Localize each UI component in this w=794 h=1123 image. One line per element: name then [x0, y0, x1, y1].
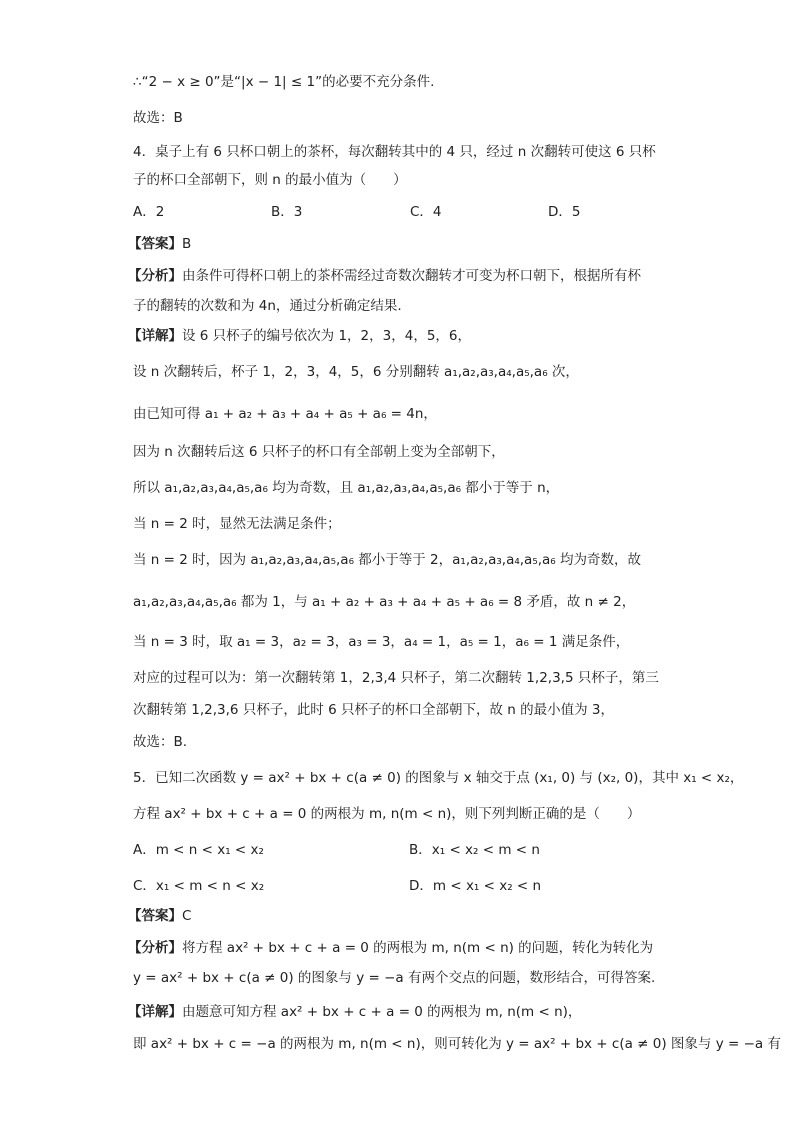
text-line: 由已知可得 a₁ + a₂ + a₃ + a₄ + a₅ + a₆ = 4n， [133, 406, 437, 422]
detail-text: 由题意可知方程 ax² + bx + c + a = 0 的两根为 m, n(m < n)， [182, 1004, 582, 1020]
answer-line [128, 906, 191, 926]
analysis-text: 将方程 ax² + bx + c + a = 0 的两根为 m, n(m < n) 的问题，转化为转化为 [182, 940, 654, 956]
option-b: B．x₁ < x₂ < m < n [409, 842, 540, 858]
option-d: D．5 [548, 204, 581, 220]
answer-tag: 【答案】 [128, 908, 182, 924]
analysis-tag: 【分析】 [128, 940, 182, 956]
text-line: 当 n = 3 时，取 a₁ = 3，a₂ = 3，a₃ = 3，a₄ = 1，a₅ = 1，a₆ = 1 满足条件， [133, 634, 630, 650]
detail-line [128, 326, 471, 346]
question-4-stem-cont: 子的杯口全部朝下，则 n 的最小值为（ ） [133, 172, 407, 188]
answer-value: C [182, 908, 192, 924]
question-5-stem-cont: 方程 ax² + bx + c + a = 0 的两根为 m, n(m < n)，则下列判断正确的是（ ） [133, 806, 641, 822]
text-line: 因为 n 次翻转后这 6 只杯子的杯口有全部朝上变为全部朝下， [133, 444, 505, 460]
option-a: A．m < n < x₁ < x₂ [133, 842, 264, 858]
answer-tag: 【答案】 [128, 236, 182, 252]
text-line: 当 n = 2 时，显然无法满足条件； [133, 516, 341, 532]
answer-line [128, 234, 191, 254]
text-line: ∴“2 − x ≥ 0”是“|x − 1| ≤ 1”的必要不充分条件. [133, 74, 435, 90]
analysis-tag: 【分析】 [128, 268, 182, 284]
option-d: D．m < x₁ < x₂ < n [409, 878, 542, 894]
text-line: 次翻转第 1,2,3,6 只杯子，此时 6 只杯子的杯口全部朝下，故 n 的最小值为 3， [133, 702, 615, 718]
text-line: 所以 a₁,a₂,a₃,a₄,a₅,a₆ 均为奇数，且 a₁,a₂,a₃,a₄,a₅,a₆ 都小于等于 n， [133, 480, 560, 496]
option-b: B．3 [271, 204, 303, 220]
analysis-line [128, 938, 653, 958]
text-line: 对应的过程可以为：第一次翻转第 1，2,3,4 只杯子，第二次翻转 1,2,3,5 只杯子，第三 [133, 670, 659, 686]
detail-tag: 【详解】 [128, 1004, 182, 1020]
option-c: C．4 [410, 204, 442, 220]
analysis-line [128, 266, 641, 286]
text-line: a₁,a₂,a₃,a₄,a₅,a₆ 都为 1，与 a₁ + a₂ + a₃ + a₄ + a₅ + a₆ = 8 矛盾，故 n ≠ 2， [133, 594, 636, 610]
analysis-text: 由条件可得杯口朝上的茶杯需经过奇数次翻转才可变为杯口朝下，根据所有杯 [182, 268, 641, 284]
option-a: A．2 [133, 204, 165, 220]
analysis-text-cont: y = ax² + bx + c(a ≠ 0) 的图象与 y = −a 有两个交点的问题，数形结合，可得答案. [133, 970, 656, 986]
analysis-text-cont: 子的翻转的次数和为 4n，通过分析确定结果. [133, 298, 402, 314]
text-line: 故选：B [133, 110, 183, 126]
question-5-stem: 5．已知二次函数 y = ax² + bx + c(a ≠ 0) 的图象与 x 轴交于点 (x₁, 0) 与 (x₂, 0)，其中 x₁ < x₂， [133, 770, 744, 786]
text-line: 当 n = 2 时，因为 a₁,a₂,a₃,a₄,a₅,a₆ 都小于等于 2，a₁,a₂,a₃,a₄,a₅,a₆ 均为奇数，故 [133, 552, 642, 568]
detail-line [128, 1002, 581, 1022]
option-c: C．x₁ < m < n < x₂ [133, 878, 265, 894]
answer-value: B [182, 236, 192, 252]
detail-tag: 【详解】 [128, 328, 182, 344]
detail-text: 设 6 只杯子的编号依次为 1，2，3，4，5，6， [182, 328, 471, 344]
question-4-stem: 4．桌子上有 6 只杯口朝上的茶杯，每次翻转其中的 4 只，经过 n 次翻转可使这 6 只杯 [133, 144, 656, 160]
text-line: 故选：B. [133, 734, 188, 750]
text-line: 设 n 次翻转后，杯子 1，2，3，4，5，6 分别翻转 a₁,a₂,a₃,a₄,a₅,a₆ 次， [133, 364, 579, 380]
text-line: 即 ax² + bx + c = −a 的两根为 m, n(m < n)，则可转化为 y = ax² + bx + c(a ≠ 0) 图象与 y = −a 有 [133, 1036, 781, 1052]
